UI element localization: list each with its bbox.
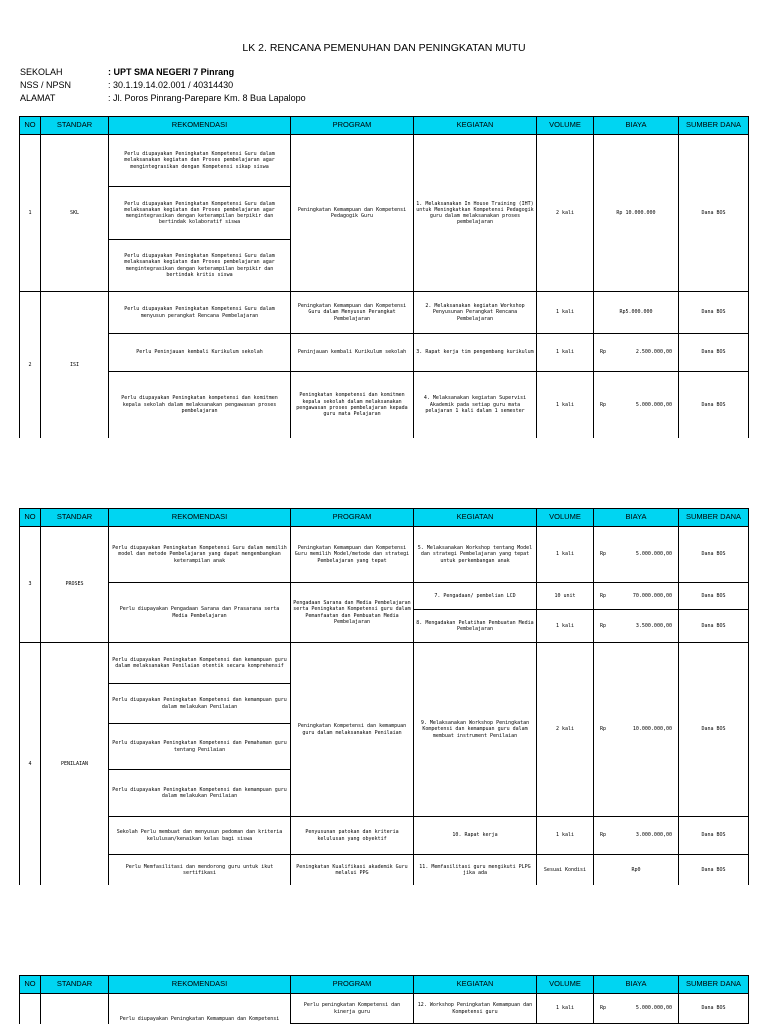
table-row [20,372,749,438]
cell-standar: PENILAIAN [41,643,109,885]
meta-address [20,92,306,104]
cell-no [20,994,41,1024]
header-volume: VOLUME [537,117,594,135]
cell-rekomendasi: Perlu diupayakan Peningkatan Kompetensi Guru dalam menyusun perangkat Rencana Pembelajaran [109,292,291,334]
cell-sumber-dana: Dana BOS [679,372,749,438]
page-title: LK 2. RENCANA PEMENUHAN DAN PENINGKATAN MUTU [242,42,526,54]
cell-rekomendasi: Perlu diupayakan Pengadaan Sarana dan Prasarana serta Media Pembelajaran [109,583,291,643]
header-row [20,509,749,527]
header-row [20,117,749,135]
cell-volume: 2 kali [537,643,594,817]
cell-standar: ISI [41,292,109,438]
meta-label: SEKOLAH [20,67,63,77]
header-rekomendasi: REKOMENDASI [109,117,291,135]
table-row [20,643,749,684]
cell-program: Peningkatan Kompetensi dan kemampuan guru dalam melaksanakan Penilaian [291,643,414,817]
biaya-currency: Rp [600,832,607,839]
cell-program: Perlu peningkatan Kompetensi dan kinerja guru [291,994,414,1024]
header-sumber-dana: SUMBER DANA [679,509,749,527]
cell-rekomendasi: Perlu diupayakan Peningkatan Kompetensi Guru dalam memilih model dan metode Pembelajaran yang dapat mengembangkan keterampilan anak [109,527,291,583]
biaya-amount: 70.000.000,00 [632,592,672,599]
cell-sumber-dana: Dana BOS [679,855,749,885]
cell-rekomendasi: Perlu diupayakan Peningkatan Kompetensi dan kemampuan guru dalam melaksanakan Penilaian otentik secara komprehensif [109,643,291,684]
table-row [20,135,749,187]
meta-label: NSS / NPSN [20,80,72,90]
cell-kegiatan: 3. Rapat kerja tim pengembang kurikulum [414,334,537,372]
meta-value: : 30.1.19.14.02.001 / 40314430 [108,80,234,90]
cell-rekomendasi: Perlu diupayakan Peningkatan Kompetensi Guru dalam melaksanakan kegiatan dan Proses pembelajaran agar mengintegrasikan dengan keterampilan berpikir dan bertindak kritis siswa [109,240,291,292]
meta-value: : UPT SMA NEGERI 7 Pinrang [108,67,235,77]
cell-program: Pengadaan Sarana dan Media Pembelajaran serta Peningkatan Kompetensi guru dalam Pemanfaatan dan Pembuatan Media Pembelajaran [291,583,414,643]
cell-biaya [594,292,679,334]
biaya-amount: Rp0 [631,866,641,873]
header-rekomendasi: REKOMENDASI [109,509,291,527]
header-biaya: BIAYA [594,509,679,527]
table-row [20,334,749,372]
cell-standar [41,994,109,1024]
header-standar: STANDAR [41,509,109,527]
header-standar: STANDAR [41,976,109,994]
cell-rekomendasi: Perlu Memfasilitasi dan mendorong guru untuk ikut sertifikasi [109,855,291,885]
cell-volume: 2 kali [537,135,594,292]
cell-rekomendasi: Perlu diupayakan Peningkatan Kemampuan dan Kompetensi [109,994,291,1024]
biaya-amount: 10.000.000,00 [632,726,672,733]
meta-school [20,66,234,78]
header-program: PROGRAM [291,976,414,994]
header-sumber-dana: SUMBER DANA [679,976,749,994]
biaya-amount: Rp5.000.000 [619,309,653,316]
meta-nss [20,79,233,91]
biaya-currency: Rp [600,401,607,408]
cell-biaya [594,527,679,583]
cell-kegiatan: 11. Memfasilitasi guru mengikuti PLPG jika ada [414,855,537,885]
cell-volume: 1 kali [537,334,594,372]
cell-rekomendasi: Perlu diupayakan Peningkatan Kompetensi dan Pemahaman guru tentang Penilaian [109,724,291,770]
cell-program: Peningkatan Kemampuan dan Kompetensi Guru memilih Model/metode dan strategi Pembelajaran yang tepat [291,527,414,583]
cell-sumber-dana: Dana BOS [679,610,749,643]
cell-program: Peningkatan Kemampuan dan Kompetensi Guru dalam Menyusun Perangkat Pembelajaran [291,292,414,334]
cell-program: Penyusunan patokan dan kriteria kelulusan yang obyektif [291,817,414,855]
cell-volume: 1 kali [537,372,594,438]
cell-rekomendasi: Perlu diupayakan Peningkatan Kompetensi dan kemampuan guru dalam melakukan Penilaian [109,684,291,724]
biaya-amount: 5.000.000,00 [635,401,672,408]
cell-sumber-dana: Dana BOS [679,994,749,1024]
cell-biaya [594,610,679,643]
plan-table-2 [19,508,749,885]
cell-sumber-dana: Dana BOS [679,527,749,583]
header-program: PROGRAM [291,117,414,135]
cell-biaya [594,855,679,885]
cell-no: 1 [20,135,41,292]
biaya-amount: 5.000.000,00 [635,551,672,558]
header-volume: VOLUME [537,509,594,527]
header-kegiatan: KEGIATAN [414,117,537,135]
cell-rekomendasi: Perlu Peninjauan kembali Kurikulum sekolah [109,334,291,372]
table-row [20,527,749,583]
cell-sumber-dana: Dana BOS [679,292,749,334]
cell-volume: Sesuai Kondisi [537,855,594,885]
cell-volume: 1 kali [537,527,594,583]
cell-volume: 10 unit [537,583,594,610]
biaya-amount: 3.000.000,00 [635,832,672,839]
cell-no: 2 [20,292,41,438]
biaya-amount: Rp 10.000.000 [616,209,656,216]
cell-volume: 1 kali [537,292,594,334]
cell-biaya [594,372,679,438]
cell-no: 3 [20,527,41,643]
cell-biaya [594,643,679,817]
cell-rekomendasi: Sekolah Perlu membuat dan menyusun pedoman dan kriteria kelulusan/kenaikan kelas bagi siswa [109,817,291,855]
biaya-amount: 5.000.000,00 [635,1005,672,1012]
header-standar: STANDAR [41,117,109,135]
cell-kegiatan: 8. Mengadakan Pelatihan Pembuatan Media Pembelajaran [414,610,537,643]
biaya-currency: Rp [600,726,607,733]
header-biaya: BIAYA [594,117,679,135]
biaya-currency: Rp [600,551,607,558]
header-kegiatan: KEGIATAN [414,509,537,527]
header-kegiatan: KEGIATAN [414,976,537,994]
table-row [20,583,749,610]
biaya-currency: Rp [600,592,607,599]
cell-program: Peningkatan Kualifikasi akademik Guru melalui PPG [291,855,414,885]
meta-value: : Jl. Poros Pinrang-Parepare Km. 8 Bua Lapalopo [108,93,306,103]
header-no: NO [20,976,41,994]
cell-sumber-dana: Dana BOS [679,643,749,817]
cell-rekomendasi: Perlu diupayakan Peningkatan Kompetensi Guru dalam melaksanakan kegiatan dan Proses pembelajaran agar mengintegrasikan dengan keterampilan berpikir dan bertindak kolaboratif siswa [109,187,291,240]
biaya-currency: Rp [600,349,607,356]
cell-kegiatan: 12. Workshop Peningkatan Kemampuan dan Kompetensi guru [414,994,537,1024]
cell-standar: PROSES [41,527,109,643]
cell-volume: 1 kali [537,994,594,1024]
cell-sumber-dana: Dana BOS [679,135,749,292]
plan-table-1 [19,116,749,438]
table-row [20,817,749,855]
biaya-amount: 3.500.000,00 [635,622,672,629]
cell-sumber-dana: Dana BOS [679,817,749,855]
cell-kegiatan: 5. Melaksanakan Workshop tentang Model dan strategi Pembelajaran yang tepat untuk perkembangan anak [414,527,537,583]
plan-table-3 [19,975,749,1024]
table-row [20,855,749,885]
cell-volume: 1 kali [537,610,594,643]
table-row [20,292,749,334]
cell-sumber-dana: Dana BOS [679,334,749,372]
cell-kegiatan: 1. Melaksanakan In House Training (IHT) untuk Meningkatkan Kompetensi Pedagogik guru dalam melaksanakan proses pembelajaran [414,135,537,292]
biaya-currency: Rp [600,1005,607,1012]
table-row [20,994,749,1024]
cell-kegiatan: 4. Melaksanakan kegiatan Supervisi Akademik pada setiap guru mata pelajaran 1 kali dalam 1 semester [414,372,537,438]
cell-biaya [594,994,679,1024]
cell-kegiatan: 2. Melaksanakan kegiatan Workshop Penyusunan Perangkat Rencana Pembelajaran [414,292,537,334]
meta-label: ALAMAT [20,93,56,103]
biaya-currency: Rp [600,622,607,629]
cell-rekomendasi: Perlu diupayakan Peningkatan Kompetensi Guru dalam melaksanakan kegiatan dan Proses pembelajaran agar mengintegrasikan dengan Kompetensi sikap siswa [109,135,291,187]
cell-standar: SKL [41,135,109,292]
header-program: PROGRAM [291,509,414,527]
header-no: NO [20,509,41,527]
cell-kegiatan: 9. Melaksanakan Workshop Peningkatan Kompetensi dan kemampuan guru dalam membuat instrument Penilaian [414,643,537,817]
header-no: NO [20,117,41,135]
cell-biaya [594,817,679,855]
cell-biaya [594,135,679,292]
header-biaya: BIAYA [594,976,679,994]
header-row [20,976,749,994]
cell-program: Peningkatan kompetensi dan komitmen kepala sekolah dalam melaksanakan pengawasan proses pembelajaran kepada guru mata Pelajaran [291,372,414,438]
cell-kegiatan: 7. Pengadaan/ pembelian LCD [414,583,537,610]
cell-program: Peninjauan kembali Kurikulum sekolah [291,334,414,372]
cell-program: Peningkatan Kemampuan dan Kompetensi Pedagogik Guru [291,135,414,292]
header-volume: VOLUME [537,976,594,994]
biaya-amount: 2.500.000,00 [635,349,672,356]
cell-no: 4 [20,643,41,885]
cell-rekomendasi: Perlu diupayakan Peningkatan kompetensi dan komitmen kepala sekolah dalam melaksanakan pengawasan proses pembelajaran [109,372,291,438]
header-rekomendasi: REKOMENDASI [109,976,291,994]
cell-biaya [594,583,679,610]
header-sumber-dana: SUMBER DANA [679,117,749,135]
cell-sumber-dana: Dana BOS [679,583,749,610]
cell-rekomendasi: Perlu diupayakan Peningkatan Kompetensi dan kemampuan guru dalam melakukan Penilaian [109,770,291,817]
cell-biaya [594,334,679,372]
cell-volume: 1 kali [537,817,594,855]
cell-kegiatan: 10. Rapat kerja [414,817,537,855]
